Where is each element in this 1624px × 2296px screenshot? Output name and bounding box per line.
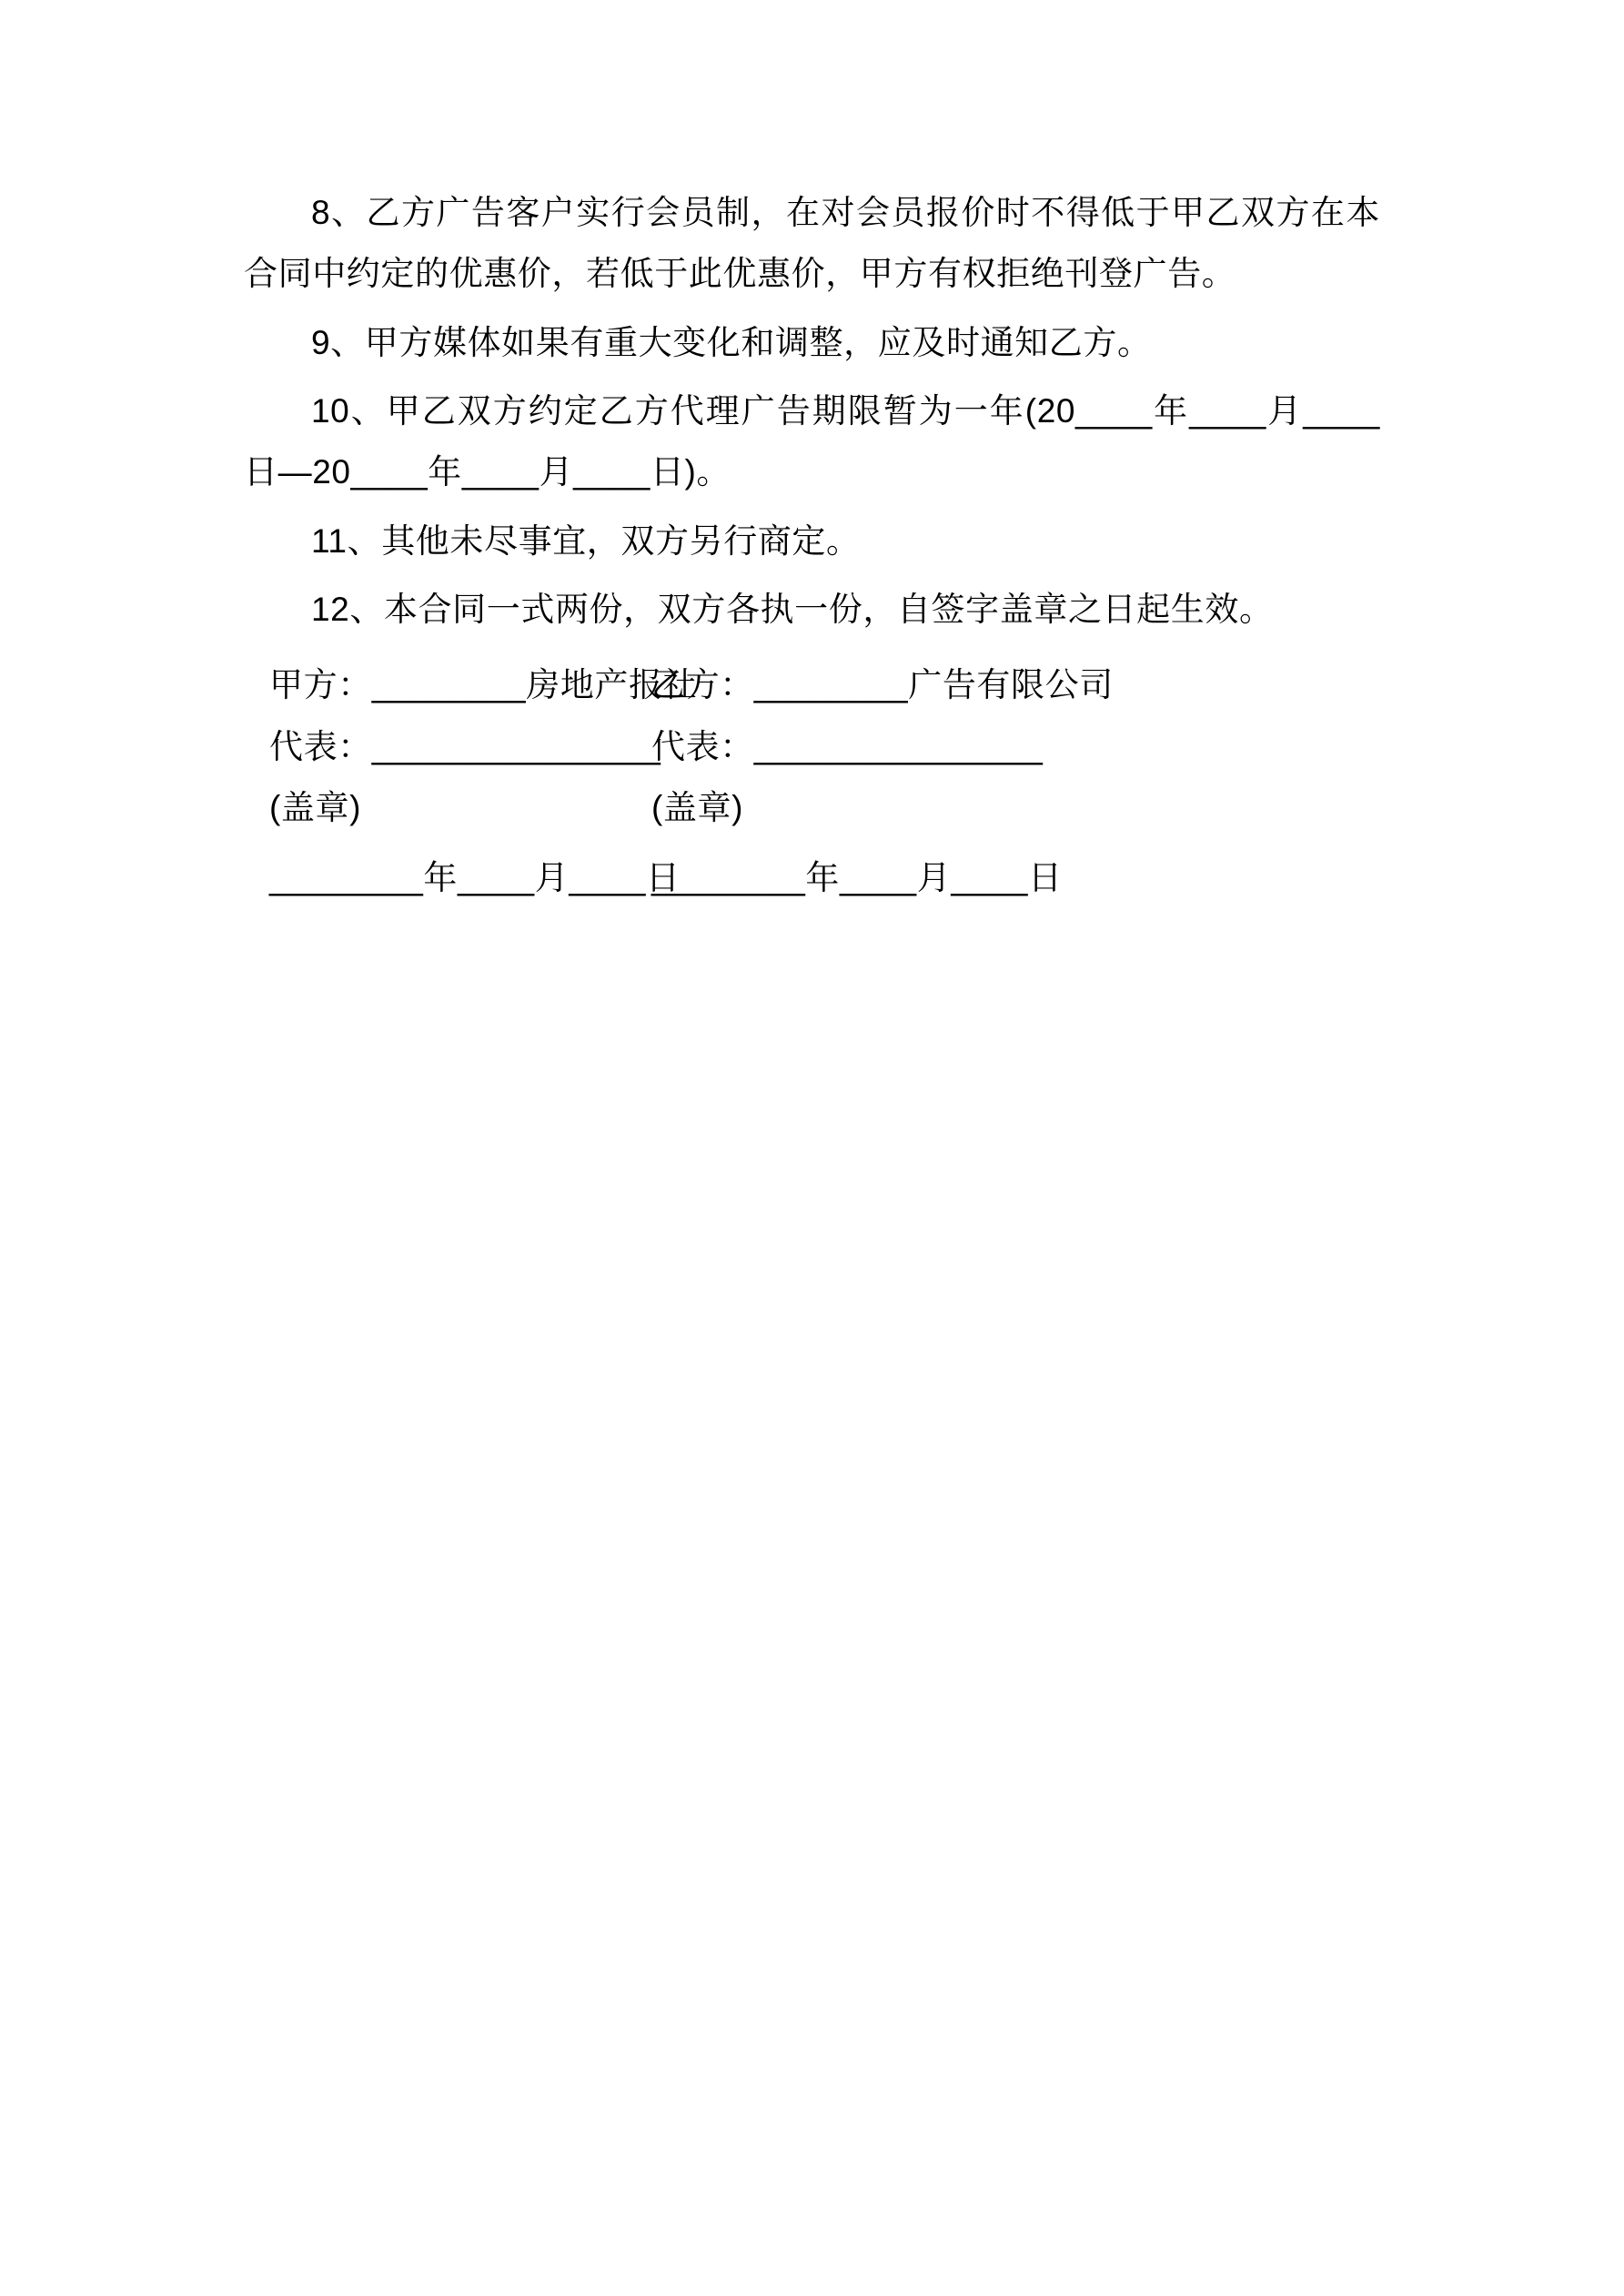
party-b-date-field: ________年____月____日	[651, 859, 1063, 897]
signature-representatives-row	[244, 716, 1380, 777]
party-a-seal-label: (盖章)	[269, 788, 362, 826]
clause-10-paragraph: 10、甲乙双方约定乙方代理广告期限暂为一年(20____年____月____日—20____年____月____日)。	[244, 391, 1380, 491]
party-a-name-field: 甲方：________房地产报社	[269, 666, 698, 704]
party-a-representative-field: 代表：_______________	[269, 727, 661, 765]
signature-block	[244, 654, 1380, 908]
signature-seals-row	[244, 777, 1380, 838]
clause-12-paragraph: 12、本合同一式两份，双方各执一份，自签字盖章之日起生效。	[311, 590, 1274, 628]
party-a-date-field: ________年____月____日	[269, 859, 681, 897]
party-b-name-field: 乙方：________广告有限公司	[651, 666, 1114, 704]
party-b-representative-field: 代表：_______________	[651, 727, 1044, 765]
signature-dates-row	[244, 847, 1380, 908]
clause-11-paragraph: 11、其他未尽事宜，双方另行商定。	[311, 521, 861, 560]
party-b-seal-label: (盖章)	[651, 788, 744, 826]
clause-8-paragraph: 8、乙方广告客户实行会员制，在对会员报价时不得低于甲乙双方在本合同中约定的优惠价，若低于此优惠价，甲方有权拒绝刊登广告。	[244, 194, 1380, 293]
signature-names-row	[244, 654, 1380, 715]
clause-9-paragraph: 9、甲方媒体如果有重大变化和调整，应及时通知乙方。	[311, 323, 1152, 361]
document-body	[244, 182, 1380, 909]
